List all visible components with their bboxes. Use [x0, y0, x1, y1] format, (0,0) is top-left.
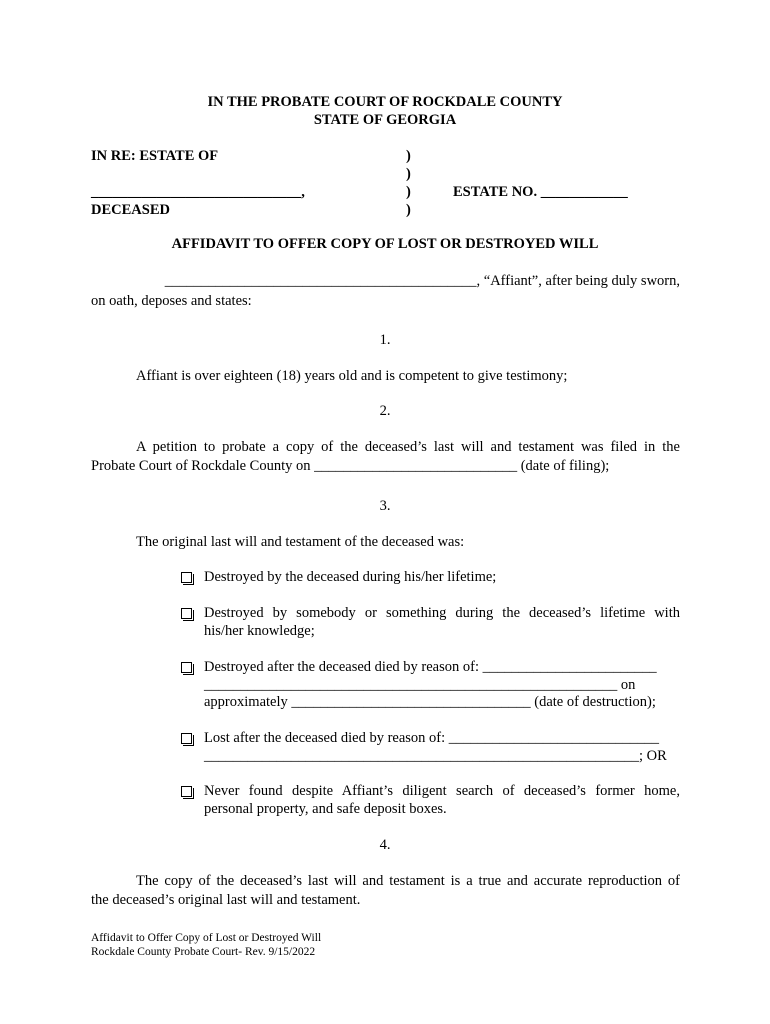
checkbox-lost-after-death[interactable] [181, 733, 192, 744]
court-heading: IN THE PROBATE COURT OF ROCKDALE COUNTY [207, 94, 563, 110]
intro-continuation: on oath, deposes and states: [91, 293, 252, 309]
caption-paren: ) [406, 148, 411, 164]
destruction-date-line[interactable]: approximately _________________________________ (date of destruction); [204, 694, 656, 710]
checkbox-destroyed-after-death[interactable] [181, 662, 192, 673]
footer-revision: Rockdale County Probate Court- Rev. 9/15/2022 [91, 946, 316, 958]
section-number-1: 1. [379, 332, 391, 348]
checkbox-destroyed-by-deceased[interactable] [181, 572, 192, 583]
caption-paren: ) [406, 184, 411, 200]
option-4-line-2[interactable]: ____________________________________________________________; OR [204, 748, 667, 764]
section-3-lead: The original last will and testament of the deceased was: [136, 534, 465, 550]
in-re-label: IN RE: ESTATE OF [91, 148, 219, 164]
deceased-label: DECEASED [91, 202, 170, 218]
estate-number-field[interactable]: ESTATE NO. ____________ [453, 184, 628, 200]
section-4-line-2: the deceased’s original last will and testament. [91, 892, 361, 908]
option-2-line-2: his/her knowledge; [204, 623, 315, 639]
footer-form-title: Affidavit to Offer Copy of Lost or Destroyed Will [91, 932, 322, 944]
estate-name-blank[interactable]: _____________________________, [91, 184, 305, 200]
option-4-line-1[interactable]: Lost after the deceased died by reason of: _____________________________ [204, 730, 660, 746]
checkbox-destroyed-with-knowledge[interactable] [181, 608, 192, 619]
section-2-line-1: A petition to probate a copy of the deceased’s last will and testament was filed in the [136, 439, 680, 455]
option-3-line-1[interactable]: Destroyed after the deceased died by reason of: ________________________ [204, 659, 657, 675]
state-heading: STATE OF GEORGIA [313, 112, 457, 128]
caption-paren: ) [406, 166, 411, 182]
section-4-line-1: The copy of the deceased’s last will and testament is a true and accurate reproduction of [136, 873, 680, 889]
caption-paren: ) [406, 202, 411, 218]
option-3-line-2[interactable]: _________________________________________________________ on [204, 677, 636, 693]
document-title: AFFIDAVIT TO OFFER COPY OF LOST OR DESTROYED WILL [171, 236, 599, 252]
option-5-line-2: personal property, and safe deposit boxes. [204, 801, 447, 817]
option-5-line-1: Never found despite Affiant’s diligent search of deceased’s former home, [204, 783, 680, 799]
section-number-3: 3. [379, 498, 391, 514]
affiant-name-line[interactable]: ___________________________________________, “Affiant”, after being duly sworn, [164, 273, 680, 289]
section-number-4: 4. [379, 837, 391, 853]
checkbox-never-found[interactable] [181, 786, 192, 797]
section-1-text: Affiant is over eighteen (18) years old and is competent to give testimony; [136, 368, 568, 384]
filing-date-line[interactable]: Probate Court of Rockdale County on ____________________________ (date of filing); [91, 458, 610, 474]
option-2-line-1: Destroyed by somebody or something during the deceased’s lifetime with [204, 605, 680, 621]
option-1-text: Destroyed by the deceased during his/her lifetime; [204, 569, 497, 585]
section-number-2: 2. [379, 403, 391, 419]
